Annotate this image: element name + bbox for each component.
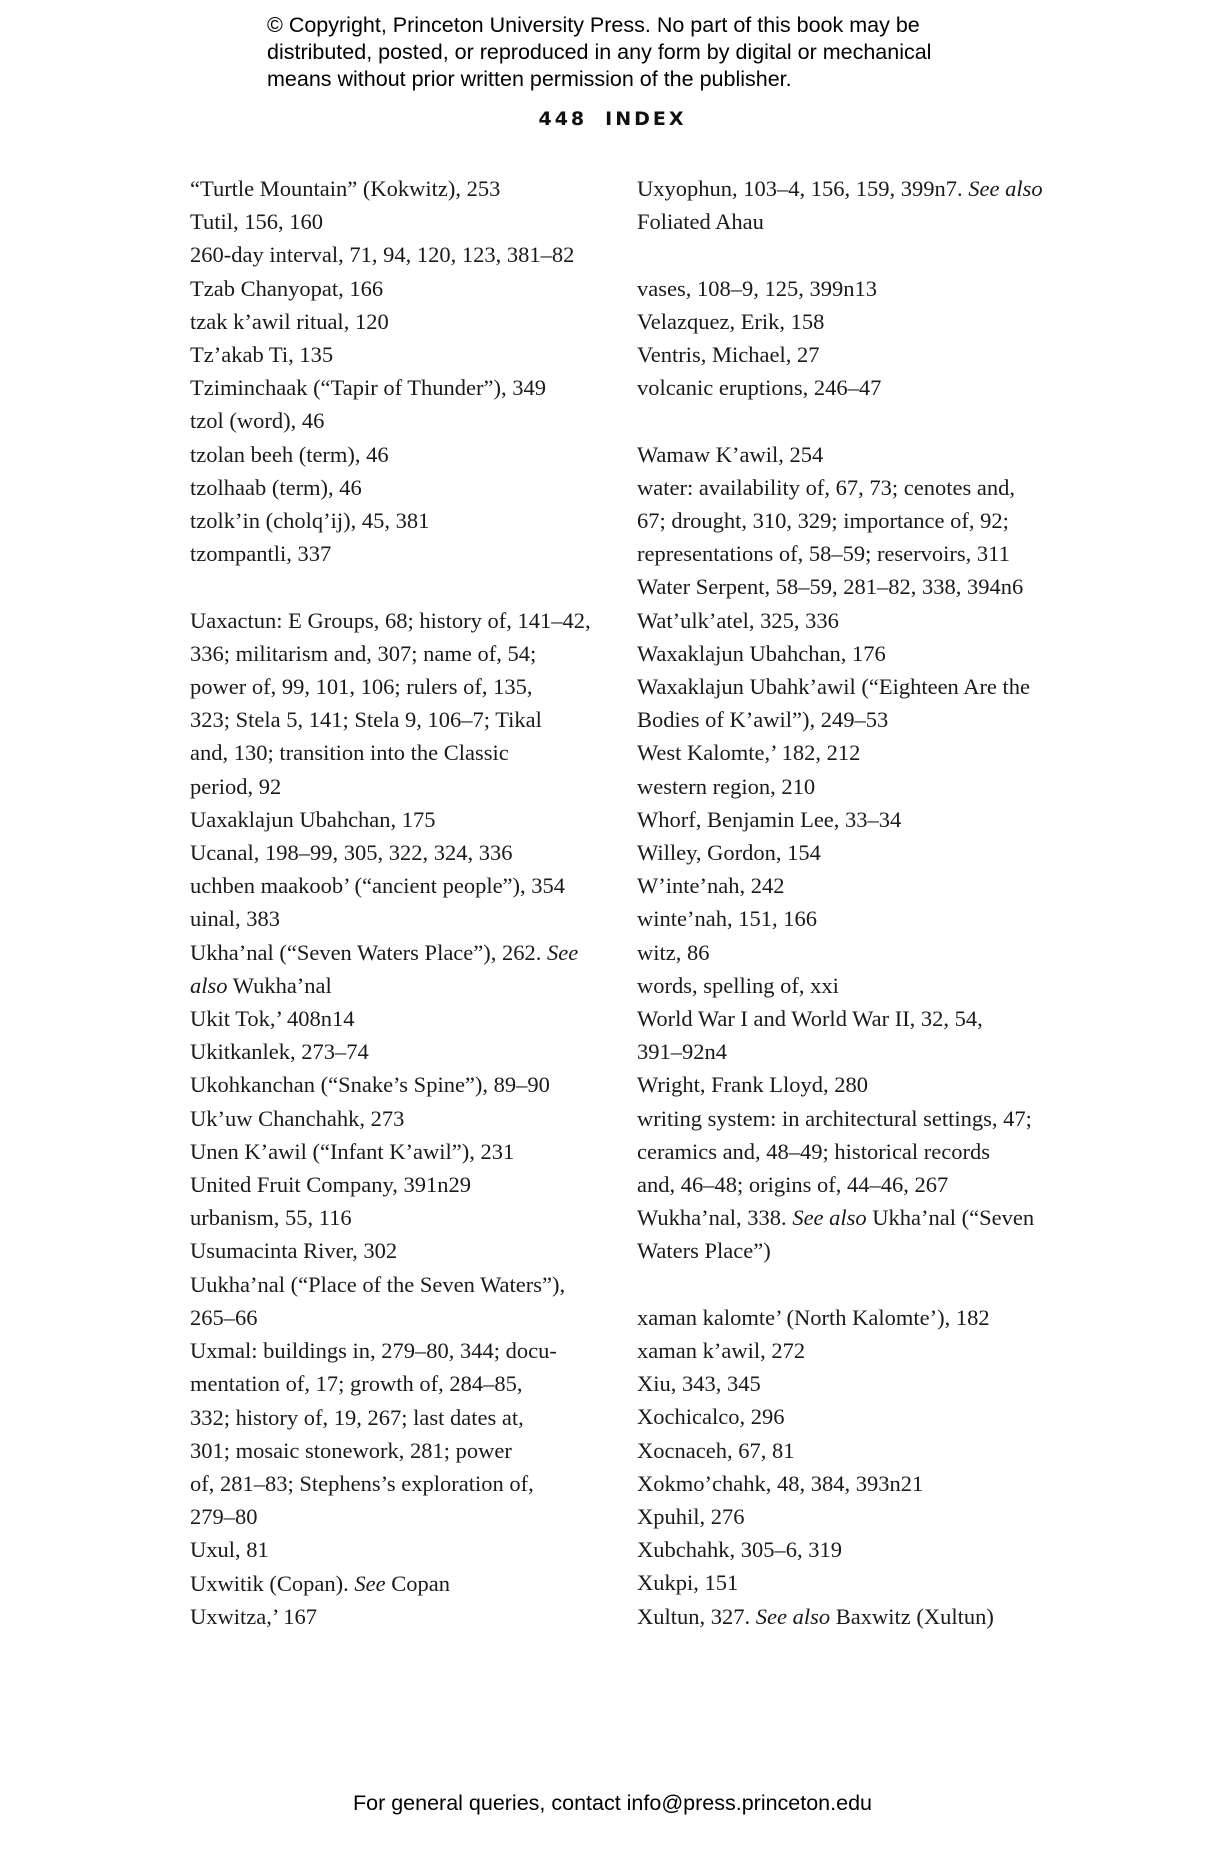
- index-entry-line: tzolan beeh (term), 46: [190, 441, 389, 467]
- index-entry-line: Uukha’nal (“Place of the Seven Waters”),: [190, 1271, 566, 1297]
- index-entry: [190, 537, 610, 570]
- index-entry-line: xaman kalomte’ (North Kalomte’), 182: [637, 1304, 990, 1330]
- index-entry: [190, 604, 610, 803]
- index-column-right: [637, 172, 1057, 1633]
- index-entry-line: 265–66: [190, 1304, 258, 1330]
- index-entry: [190, 803, 610, 836]
- index-entry-line: Xukpi, 151: [637, 1570, 739, 1596]
- index-entry: [190, 1035, 610, 1068]
- index-entry-line: Xiu, 343, 345: [637, 1371, 761, 1397]
- footer-contact: For general queries, contact info@press.princeton.edu: [352, 1791, 872, 1815]
- index-entry: [637, 1500, 1057, 1533]
- index-entry: [637, 969, 1057, 1002]
- index-entry-line: Ukit Tok,’ 408n14: [190, 1006, 355, 1032]
- index-entry: [637, 1102, 1057, 1202]
- index-entry-line: 336; militarism and, 307; name of, 54;: [190, 640, 537, 666]
- index-entry: [637, 1434, 1057, 1467]
- index-entry: [190, 471, 610, 504]
- index-entry: [637, 1334, 1057, 1367]
- index-entry-line: Ukohkanchan (“Snake’s Spine”), 89–90: [190, 1072, 550, 1098]
- index-entry: [190, 1201, 610, 1234]
- index-entry-line: 260-day interval, 71, 94, 120, 123, 381–82: [190, 242, 575, 268]
- index-entry-line: Whorf, Benjamin Lee, 33–34: [637, 806, 902, 832]
- see-reference: See: [354, 1570, 386, 1596]
- index-entry: [637, 305, 1057, 338]
- index-entry: [190, 1234, 610, 1267]
- index-entry-line: Ventris, Michael, 27: [637, 342, 820, 367]
- index-entry: [637, 570, 1057, 603]
- index-entry: [637, 471, 1057, 571]
- index-letter-gap: [637, 238, 1057, 271]
- index-entry-line: Tziminchaak (“Tapir of Thunder”), 349: [190, 375, 546, 401]
- index-entry-line: W’inte’nah, 242: [637, 873, 785, 899]
- index-entry: [190, 836, 610, 869]
- index-entry-line: Tutil, 156, 160: [190, 209, 323, 235]
- index-entry: [190, 272, 610, 305]
- index-entry-line: tzolk’in (cholq’ij), 45, 381: [190, 508, 430, 534]
- index-entry: [637, 936, 1057, 969]
- index-entry-line: 67; drought, 310, 329; importance of, 92;: [637, 508, 1009, 533]
- index-entry: [637, 770, 1057, 803]
- index-entry-line: Tzab Chanyopat, 166: [190, 275, 384, 301]
- index-entry-line: Uaxactun: E Groups, 68; history of, 141–42,: [190, 607, 591, 633]
- index-entry-line: Wright, Frank Lloyd, 280: [637, 1072, 868, 1098]
- index-entry: [637, 637, 1057, 670]
- index-entry: [190, 371, 610, 404]
- index-entry: [637, 1600, 1057, 1633]
- see-reference: See also: [792, 1205, 867, 1231]
- index-letter-gap: [637, 404, 1057, 437]
- index-entry-line: tzolhaab (term), 46: [190, 474, 362, 500]
- index-letter-gap: [190, 570, 610, 603]
- index-entry-line: Wukha’nal, 338. See also Ukha’nal (“Seven: [637, 1205, 1035, 1231]
- index-entry-line: 391–92n4: [637, 1039, 727, 1065]
- index-entry-line: and, 130; transition into the Classic: [190, 740, 509, 766]
- index-entry-line: winte’nah, 151, 166: [637, 906, 817, 932]
- index-entry: [190, 1600, 610, 1633]
- index-entry-line: vases, 108–9, 125, 399n13: [637, 275, 877, 301]
- index-entry: [637, 1201, 1057, 1267]
- index-entry: [190, 1068, 610, 1101]
- index-entry-line: Xokmo’chahk, 48, 384, 393n21: [637, 1470, 924, 1496]
- copyright-notice: [267, 12, 1027, 93]
- index-entry: [190, 172, 610, 205]
- running-head: [0, 108, 1225, 130]
- index-entry-line: Xpuhil, 276: [637, 1504, 745, 1530]
- index-entry: [190, 1002, 610, 1035]
- index-entry: [637, 803, 1057, 836]
- index-entry-line: Unen K’awil (“Infant K’awil”), 231: [190, 1138, 515, 1164]
- index-entry: [637, 1566, 1057, 1599]
- index-entry-line: West Kalomte,’ 182, 212: [637, 740, 861, 766]
- index-entry-line: Uaxaklajun Ubahchan, 175: [190, 806, 436, 832]
- index-entry: [190, 936, 610, 1002]
- index-entry-line: uinal, 383: [190, 906, 280, 932]
- index-entry-line: Waters Place”): [637, 1238, 771, 1264]
- index-entry: [637, 1400, 1057, 1433]
- index-entry: [190, 1102, 610, 1135]
- index-entry-line: Uxwitza,’ 167: [190, 1603, 318, 1629]
- index-entry-line: Xochicalco, 296: [637, 1404, 785, 1430]
- index-entry-line: Uxmal: buildings in, 279–80, 344; docu-: [190, 1338, 557, 1364]
- index-entry: [637, 869, 1057, 902]
- index-entry-line: Foliated Ahau: [637, 209, 764, 235]
- index-entry: [190, 1168, 610, 1201]
- index-entry-line: uchben maakoob’ (“ancient people”), 354: [190, 873, 566, 899]
- index-entry: [190, 1567, 610, 1600]
- index-entry-line: tzol (word), 46: [190, 408, 325, 434]
- index-entry: [190, 338, 610, 371]
- index-entry-line: Water Serpent, 58–59, 281–82, 338, 394n6: [637, 574, 1024, 600]
- index-entry: [637, 670, 1057, 736]
- index-entry-line: Willey, Gordon, 154: [637, 840, 821, 866]
- index-entry-line: ceramics and, 48–49; historical records: [637, 1138, 991, 1164]
- index-entry: [637, 1367, 1057, 1400]
- index-entry-line: Waxaklajun Ubahchan, 176: [637, 640, 886, 666]
- index-entry: [637, 172, 1057, 238]
- index-entry-line: power of, 99, 101, 106; rulers of, 135,: [190, 674, 533, 700]
- see-reference: also: [190, 972, 228, 998]
- copyright-line: distributed, posted, or reproduced in any form by digital or mechanical: [267, 40, 932, 64]
- index-entry-line: Usumacinta River, 302: [190, 1238, 398, 1264]
- index-entry: [190, 305, 610, 338]
- index-entry: [190, 504, 610, 537]
- index-entry-line: writing system: in architectural settings, 47;: [637, 1105, 1032, 1131]
- index-entry-line: witz, 86: [637, 939, 710, 965]
- index-entry-line: Ucanal, 198–99, 305, 322, 324, 336: [190, 840, 513, 866]
- index-entry-line: Ukha’nal (“Seven Waters Place”), 262. See: [190, 939, 579, 965]
- index-entry: [637, 736, 1057, 769]
- index-entry-line: representations of, 58–59; reservoirs, 311: [637, 541, 1010, 567]
- index-entry: [637, 1002, 1057, 1068]
- copyright-line: means without prior written permission of the publisher.: [267, 67, 792, 91]
- index-entry: [190, 902, 610, 935]
- index-entry: [190, 238, 610, 271]
- index-entry-line: Velazquez, Erik, 158: [637, 308, 825, 334]
- index-entry-line: Wat’ulk’atel, 325, 336: [637, 607, 839, 633]
- index-entry-line: Uxul, 81: [190, 1537, 269, 1563]
- index-entry: [190, 1135, 610, 1168]
- index-entry-line: Waxaklajun Ubahk’awil (“Eighteen Are the: [637, 674, 1031, 700]
- index-entry-line: 279–80: [190, 1504, 258, 1530]
- index-entry: [637, 272, 1057, 305]
- index-entry: [190, 1334, 610, 1533]
- index-entry-line: Bodies of K’awil”), 249–53: [637, 707, 889, 733]
- index-entry-line: Xocnaceh, 67, 81: [637, 1437, 795, 1463]
- page-number: 448: [538, 108, 588, 130]
- index-entry-line: 332; history of, 19, 267; last dates at,: [190, 1404, 524, 1430]
- index-entry: [190, 1268, 610, 1334]
- index-entry-line: words, spelling of, xxi: [637, 972, 839, 998]
- index-column-left: [190, 172, 610, 1633]
- index-entry-line: Uxyophun, 103–4, 156, 159, 399n7. See also: [637, 176, 1043, 201]
- see-reference: See: [547, 939, 579, 965]
- index-entry-line: urbanism, 55, 116: [190, 1205, 352, 1231]
- index-entry: [637, 1068, 1057, 1101]
- index-entry-line: western region, 210: [637, 773, 816, 799]
- index-entry-line: Wamaw K’awil, 254: [637, 441, 824, 467]
- index-entry-line: Ukitkanlek, 273–74: [190, 1039, 369, 1065]
- index-entry: [190, 869, 610, 902]
- index-entry-line: water: availability of, 67, 73; cenotes and,: [637, 474, 1016, 500]
- index-entry: [637, 1301, 1057, 1334]
- index-entry-line: tzompantli, 337: [190, 541, 332, 567]
- index-entry: [637, 371, 1057, 404]
- index-entry: [637, 836, 1057, 869]
- index-entry-line: and, 46–48; origins of, 44–46, 267: [637, 1172, 949, 1198]
- index-entry-line: xaman k’awil, 272: [637, 1338, 806, 1364]
- index-entry-line: period, 92: [190, 773, 282, 799]
- index-letter-gap: [637, 1268, 1057, 1301]
- index-entry-line: also Wukha’nal: [190, 972, 332, 998]
- running-head-title: INDEX: [605, 108, 687, 130]
- see-reference: See also: [968, 176, 1043, 201]
- index-entry-line: mentation of, 17; growth of, 284–85,: [190, 1371, 523, 1397]
- index-entry: [637, 604, 1057, 637]
- index-entry: [190, 438, 610, 471]
- index-entry: [190, 1533, 610, 1566]
- index-entry-line: Xultun, 327. See also Baxwitz (Xultun): [637, 1603, 994, 1629]
- index-entry-line: World War I and World War II, 32, 54,: [637, 1006, 983, 1032]
- index-entry-line: Xubchahk, 305–6, 319: [637, 1537, 842, 1563]
- index-entry-line: Uxwitik (Copan). See Copan: [190, 1570, 450, 1596]
- index-entry: [190, 205, 610, 238]
- index-entry-line: volcanic eruptions, 246–47: [637, 375, 882, 401]
- index-entry: [637, 1467, 1057, 1500]
- index-entry-line: Tz’akab Ti, 135: [190, 342, 334, 368]
- index-entry-line: 323; Stela 5, 141; Stela 9, 106–7; Tikal: [190, 707, 542, 733]
- index-entry-line: 301; mosaic stonework, 281; power: [190, 1437, 512, 1463]
- index-entry-line: of, 281–83; Stephens’s exploration of,: [190, 1470, 534, 1496]
- index-entry-line: United Fruit Company, 391n29: [190, 1172, 472, 1198]
- index-entry: [637, 338, 1057, 371]
- index-entry: [637, 902, 1057, 935]
- index-entry-line: Uk’uw Chanchahk, 273: [190, 1105, 405, 1131]
- index-entry-line: tzak k’awil ritual, 120: [190, 308, 389, 334]
- index-entry-line: “Turtle Mountain” (Kokwitz), 253: [190, 176, 501, 201]
- see-reference: See also: [755, 1603, 831, 1629]
- index-entry: [637, 1533, 1057, 1566]
- copyright-line: © Copyright, Princeton University Press. No part of this book may be: [267, 13, 920, 37]
- index-entry: [190, 404, 610, 437]
- index-entry: [637, 438, 1057, 471]
